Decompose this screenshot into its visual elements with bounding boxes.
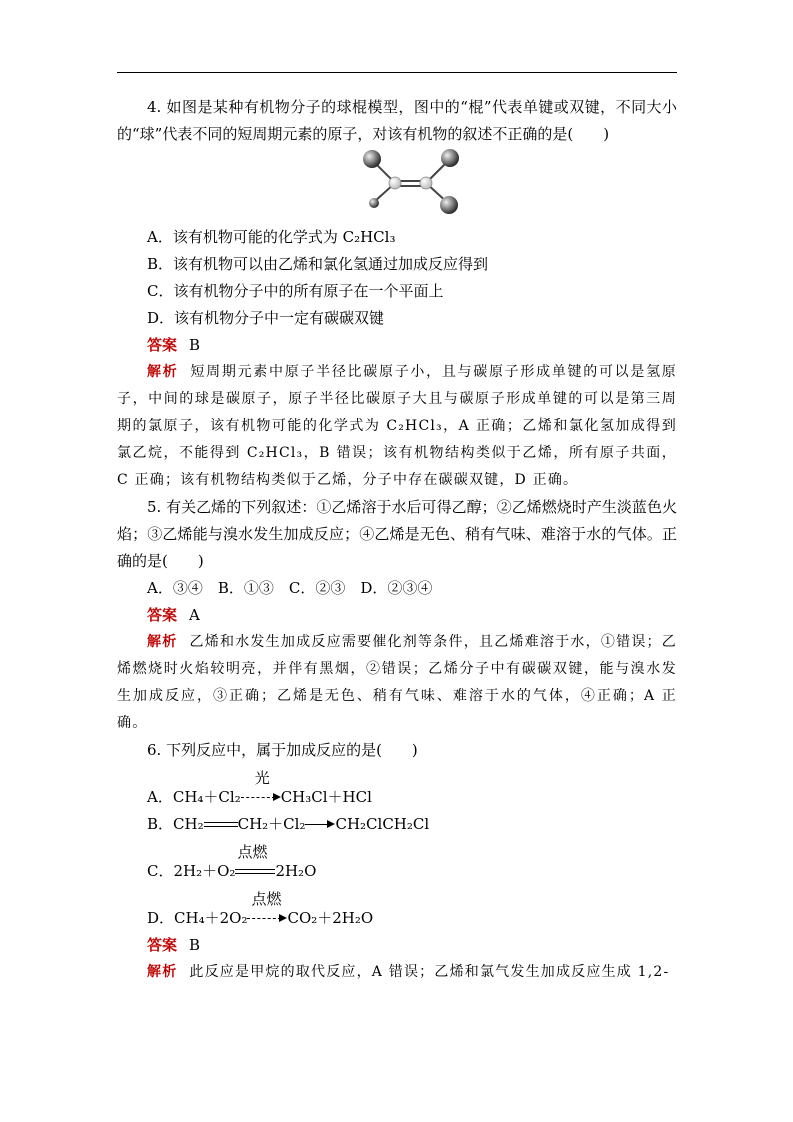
chlorine-atom	[441, 149, 459, 167]
answer-value: A	[189, 606, 200, 624]
answer-value: B	[189, 936, 201, 954]
reaction-condition: 光	[254, 769, 270, 787]
carbon-atom	[420, 177, 432, 189]
answer-value: B	[189, 336, 201, 354]
q4-option-d: D．该有机物分子中一定有碳碳双键	[147, 309, 385, 327]
explanation-text: 此反应是甲烷的取代反应，A 错误；乙烯和氯气发生加成反应生成 1,2-	[189, 964, 670, 980]
q6-option-d	[117, 890, 677, 932]
q5-options: A．③④ B．①③ C．②③ D．②③④	[147, 579, 433, 597]
reaction-arrow	[247, 913, 287, 925]
reactant-part: CH₂	[173, 815, 204, 833]
q4-option-a: A．该有机物可能的化学式为 C₂HCl₃	[147, 228, 396, 246]
q5-explanation	[117, 629, 677, 737]
option-label: B．	[147, 815, 174, 833]
explanation-text: 乙烯和水发生加成反应需要催化剂等条件，且乙烯难溶于水，①错误；乙烯燃烧时火焰较明亮，并伴有黑烟，②错误；乙烯分子中有碳碳双键，能与溴水发生加成反应，③正确；乙烯是无色、稍有气味、难溶于水的气体，④正确；A 正确。	[117, 634, 677, 731]
q5-answer	[117, 602, 677, 629]
reactants: CH₄＋Cl₂	[172, 788, 241, 806]
document-body	[117, 94, 677, 986]
reaction-condition: 点燃	[251, 890, 282, 908]
carbon-atom	[389, 177, 401, 189]
explain-tag: 解析	[147, 634, 178, 650]
ball-stick-model-figure	[117, 148, 677, 224]
answer-tag: 答案	[147, 336, 178, 354]
reaction-arrow	[305, 819, 335, 831]
molecule-diagram	[359, 148, 467, 224]
answer-tag: 答案	[147, 936, 178, 954]
explain-tag: 解析	[147, 364, 179, 380]
reactants: CH₄＋2O₂	[174, 909, 248, 927]
q4-option-b: B．该有机物可以由乙烯和氯化氢通过加成反应得到	[147, 255, 489, 273]
chlorine-atom	[363, 150, 381, 168]
explanation-text: 短周期元素中原子半径比碳原子小，且与碳原子形成单键的可以是氢原子，中间的球是碳原子，原子半径比碳原子大且与碳原子形成单键的可以是第三周期的氯原子，该有机物可能的化学式为 C₂HCl₃，A 正确；乙烯和氯化氢加成得到氯乙烷，不能得到 C₂HCl₃，B 错误；该有机物结构类似于乙烯，所有原子共面，C 正确；该有机物结构类似于乙烯，分子中存在碳碳双键，D 正确。	[117, 364, 678, 488]
q4-answer	[117, 332, 677, 359]
q6-answer	[117, 932, 677, 959]
products: CH₂ClCH₂Cl	[335, 815, 430, 833]
explain-tag: 解析	[147, 964, 178, 980]
double-bond	[204, 819, 238, 831]
chlorine-atom	[440, 196, 458, 214]
q6-stem: 6. 下列反应中，属于加成反应的是( )	[147, 741, 418, 759]
q6-explanation	[117, 959, 677, 986]
header-rule	[117, 72, 677, 73]
answer-tag: 答案	[147, 606, 178, 624]
q5-stem: 5. 有关乙烯的下列叙述：①乙烯溶于水后可得乙醇；②乙烯燃烧时产生淡蓝色火焰；③乙烯能与溴水发生加成反应；④乙烯是无色、稍有气味、难溶于水的气体。正确的是( )	[117, 498, 677, 570]
reaction-arrow	[241, 792, 281, 804]
q6-option-a	[117, 769, 677, 811]
hydrogen-atom	[369, 198, 379, 208]
q4-stem: 4. 如图是某种有机物分子的球棍模型，图中的“棍”代表单键或双键，不同大小的“球”代表不同的短周期元素的原子，对该有机物的叙述不正确的是( )	[117, 98, 677, 143]
products: 2H₂O	[275, 862, 317, 880]
reactants: 2H₂＋O₂	[173, 862, 236, 880]
q4-option-c: C．该有机物分子中的所有原子在一个平面上	[147, 282, 444, 300]
products: CO₂＋2H₂O	[287, 909, 374, 927]
reactant-part: CH₂＋Cl₂	[237, 815, 306, 833]
q6-option-b	[117, 811, 677, 838]
reaction-condition: 点燃	[237, 843, 268, 861]
option-label: C．	[147, 862, 174, 880]
q4-explanation	[117, 359, 677, 494]
option-label: D．	[147, 909, 175, 927]
equals-sign	[235, 866, 275, 878]
products: CH₃Cl＋HCl	[280, 788, 372, 806]
option-label: A．	[147, 788, 173, 806]
q6-option-c	[117, 843, 677, 885]
